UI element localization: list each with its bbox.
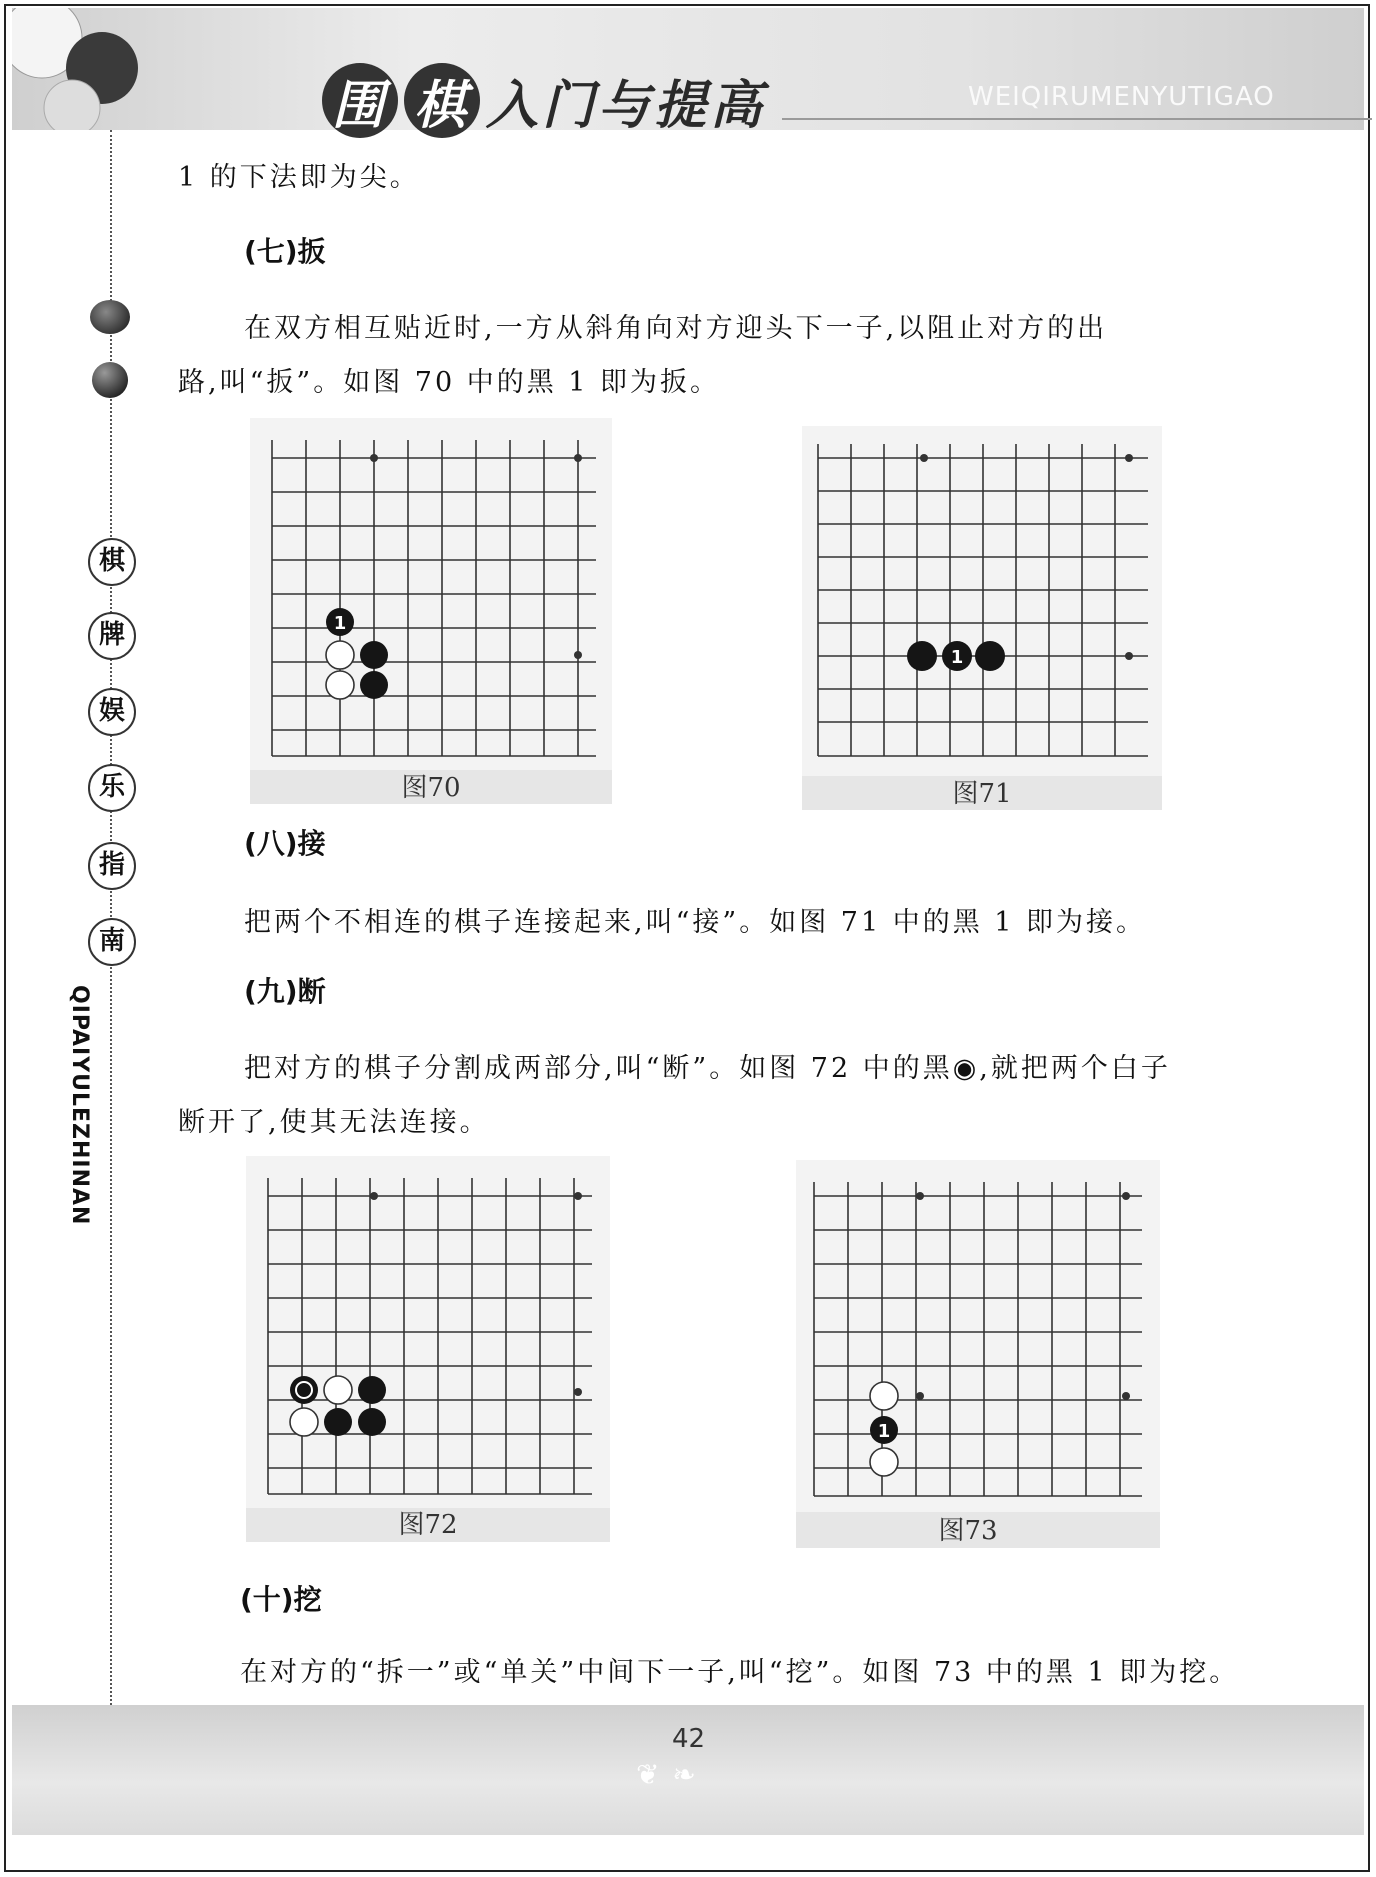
black-stone (360, 641, 388, 669)
figure-caption: 图72 (398, 1510, 458, 1540)
black-stone (324, 1408, 352, 1436)
black-stone (360, 671, 388, 699)
star-point (916, 1192, 924, 1200)
star-point (916, 1392, 924, 1400)
footer-ornament: ❦ ❧ (636, 1758, 698, 1791)
white-stone (326, 671, 354, 699)
white-stone (870, 1382, 898, 1410)
star-point (1125, 454, 1133, 462)
stone-number: 1 (333, 613, 347, 634)
paragraph-line: 在对方的“拆一”或“单关”中间下一子,叫“挖”。如图 73 中的黑 1 即为挖。 (240, 1657, 1240, 1688)
star-point (920, 454, 928, 462)
title-badge-wei: 围 (322, 63, 398, 138)
white-stone (870, 1448, 898, 1476)
white-stone (324, 1376, 352, 1404)
sidebar-char: 乐 (88, 764, 136, 812)
black-stone-marked (290, 1376, 318, 1404)
paragraph-line: 路,叫“扳”。如图 70 中的黑 1 即为扳。 (178, 367, 721, 398)
sidebar-char: 棋 (88, 538, 136, 586)
star-point (370, 454, 378, 462)
stone-number: 1 (877, 1421, 891, 1442)
paragraph-line: 把两个不相连的棋子连接起来,叫“接”。如图 71 中的黑 1 即为接。 (244, 907, 1147, 938)
sidebar-char: 南 (88, 918, 136, 966)
figure-72 (246, 1156, 610, 1542)
sidebar-char: 娱 (88, 688, 136, 736)
header-divider (782, 118, 1372, 120)
paragraph-line: 把对方的棋子分割成两部分,叫“断”。如图 72 中的黑◉,就把两个白子 (244, 1053, 1171, 1084)
figure-71 (802, 426, 1162, 810)
page-number: 42 (672, 1724, 706, 1754)
star-point (1122, 1192, 1130, 1200)
black-stone (975, 641, 1005, 671)
star-point (1125, 652, 1133, 660)
section-heading: (九)断 (244, 975, 326, 1008)
paragraph-line: 在双方相互贴近时,一方从斜角向对方迎头下一子,以阻止对方的出 (244, 313, 1108, 344)
sidebar-stone-icon (90, 300, 130, 334)
title-pinyin: WEIQIRUMENYUTIGAO (968, 82, 1275, 112)
star-point (574, 1192, 582, 1200)
white-stone (290, 1408, 318, 1436)
paragraph-line: 断开了,使其无法连接。 (178, 1107, 490, 1138)
figure-caption: 图71 (952, 779, 1012, 809)
section-heading: (七)扳 (244, 235, 326, 268)
sidebar-pinyin: QIPAIYULEZHINAN (67, 985, 92, 1226)
figure-caption: 图70 (401, 773, 461, 803)
header-stones-decoration (12, 8, 182, 130)
section-heading: (八)接 (244, 827, 326, 860)
sidebar-char: 牌 (88, 612, 136, 660)
sidebar-stone-icon (92, 362, 128, 398)
page-header (12, 8, 1364, 136)
star-point (574, 651, 582, 659)
figure-caption: 图73 (938, 1516, 998, 1546)
figure-73 (796, 1160, 1160, 1548)
title-badge-qi: 棋 (404, 63, 480, 138)
black-stone (358, 1408, 386, 1436)
text-line: 1 的下法即为尖。 (178, 162, 420, 193)
section-heading: (十)挖 (240, 1583, 322, 1616)
star-point (574, 1388, 582, 1396)
star-point (574, 454, 582, 462)
book-title (322, 63, 766, 138)
figure-70 (250, 418, 612, 804)
sidebar-char: 指 (88, 842, 136, 890)
stone-number: 1 (950, 647, 964, 668)
black-stone (907, 641, 937, 671)
white-stone (326, 641, 354, 669)
black-stone (358, 1376, 386, 1404)
title-rest: 入门与提高 (486, 76, 767, 136)
star-point (1122, 1392, 1130, 1400)
star-point (370, 1192, 378, 1200)
